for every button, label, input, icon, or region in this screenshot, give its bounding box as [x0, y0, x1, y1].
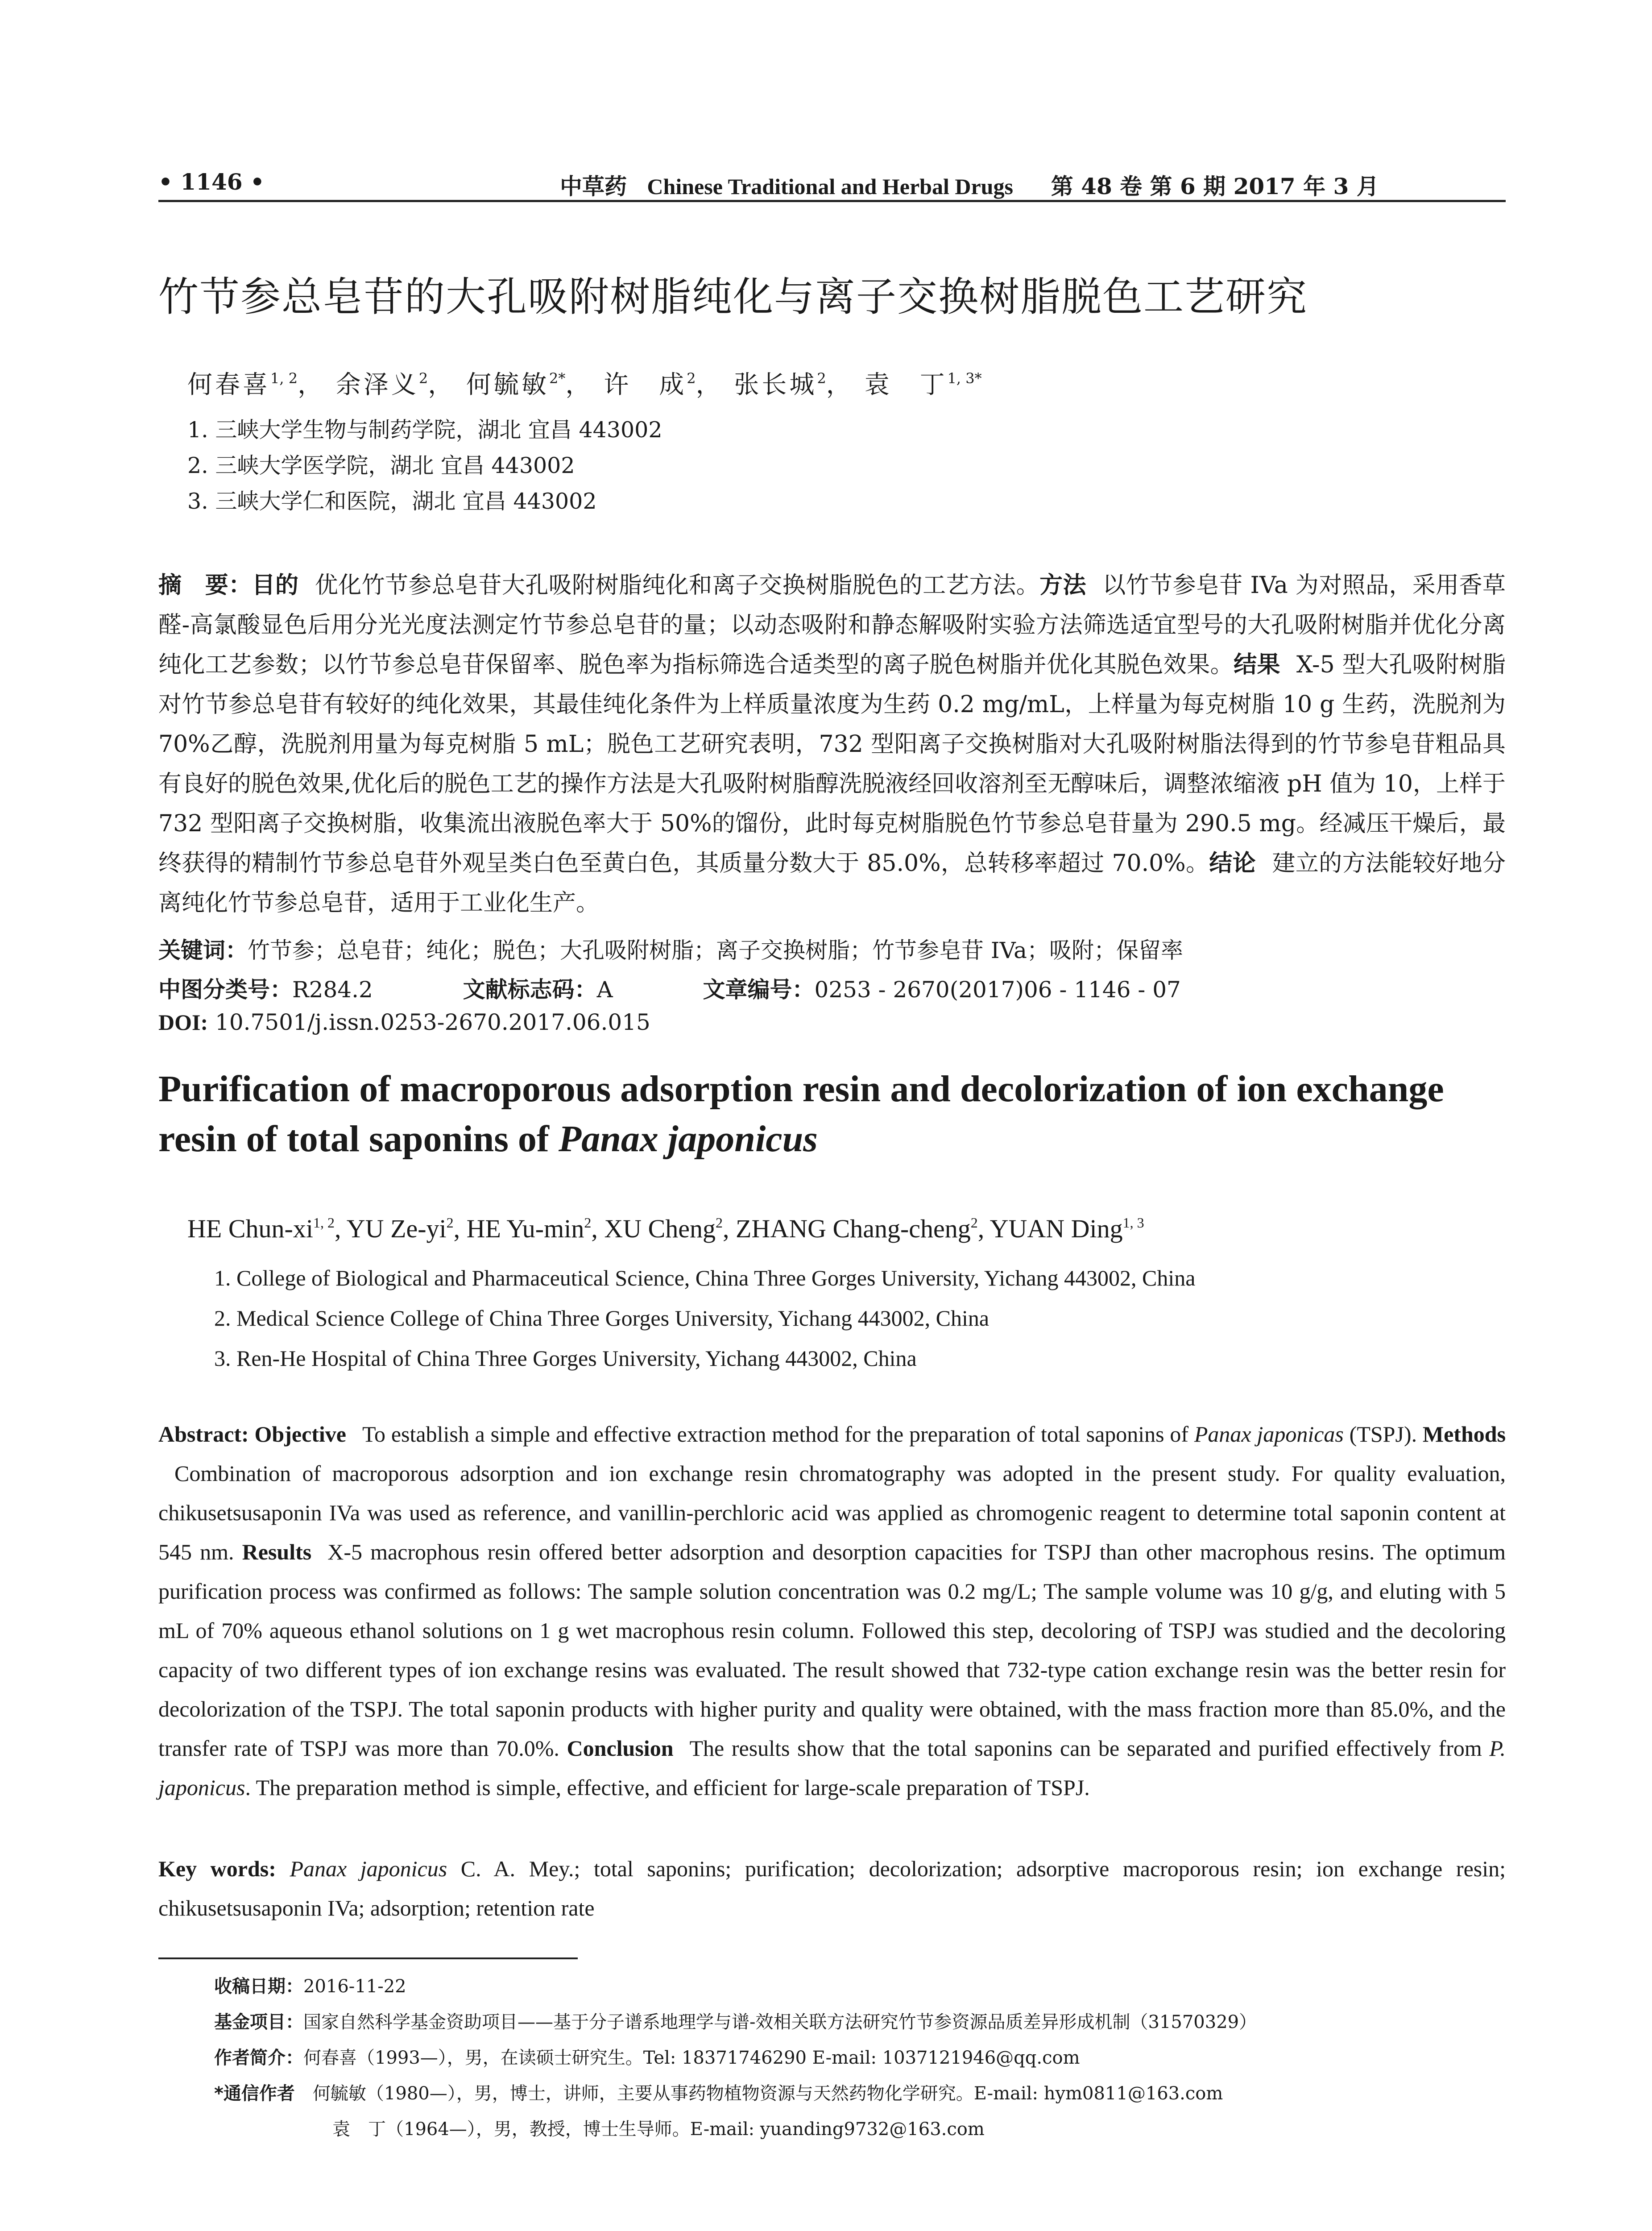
results-en: X-5 macrophous resin offered better adsorption and desorption capacities for TSPJ than other macrophous resins. The optimum purification process was confirmed as follows: The sample solution concentration was 0.2 mg/L; The sample volume was 10 g/g, and eluting with 5 mL of 70% aqueous ethanol solutions on 1 g wet macrophous resin column. Followed this step, decoloring of TSPJ was studied and the decoloring capacity of two different types of ion exchange resins was evaluated. The result showed that 732-type cation exchange resin was the better resin for decolorization of the TSPJ. The total saponin products with higher purity and quality were obtained, with the mass fraction more than 85.0%, and the transfer rate of TSPJ was more than 70.0%. [158, 1539, 1506, 1761]
journal-name-cn: 中草药 [560, 173, 627, 199]
keywords-en [158, 1849, 1506, 1928]
doc-code-value: A [596, 977, 613, 1003]
footnote-fund: 基金项目：国家自然科学基金资助项目——基于分子谱系地理学与谱-效相关联方法研究竹节参资源品质差异形成机制（31570329） [214, 2012, 1257, 2032]
author-en: XU Cheng$^2$ [604, 1214, 723, 1243]
keywords-cn [158, 933, 1183, 965]
keywords-en-label: Key words: [158, 1856, 276, 1881]
conclusion-cn: 建立的方法能较好地分离纯化竹节参总皂苷，适用于工业化生产。 [158, 850, 1506, 916]
authors-en: HE Chun-xi$^{1, 2}$, YU $Ze-yi^2$, HE $Yu-\min^2$, XU Cheng$^2$, ZHANG Chang-cheng$^2$, YUAN Ding$^{1, 3}$ [187, 1214, 1144, 1243]
doi-label: DOI: [158, 1010, 208, 1035]
keywords-cn-label: 关键词： [158, 937, 248, 963]
title-en-main: Purification of macroporous adsorption resin and decolorization of ion exchange resin of total saponins of [158, 1068, 1444, 1160]
doi-line [158, 1009, 650, 1035]
article-number-value: 0253 - 2670(2017)06 - 1146 - 07 [814, 977, 1181, 1003]
abstract-cn-label: 摘 要： [158, 572, 252, 599]
results-cn-label: 结果 [1234, 651, 1280, 678]
clc-value: R284.2 [292, 977, 373, 1003]
title-en [158, 1064, 1506, 1164]
methods-en-label: Methods [1422, 1422, 1506, 1447]
affiliation-en: 1. College of Biological and Pharmaceutical Science, China Three Gorges University, Yichang 443002, China [214, 1265, 1196, 1290]
keywords-en-text: C. A. Mey.; total saponins; purification; decolorization; adsorptive macroporous resin; ion exchange resin; chikusetsusaponin IVa; adsorption; retention rate [158, 1856, 1506, 1920]
author-en: YU $Ze-yi^2$ [346, 1214, 454, 1243]
methods-cn: 以竹节参皂苷 IVa 为对照品，采用香草醛-高氯酸显色后用分光光度法测定竹节参总皂苷的量；以动态吸附和静态解吸附实验方法筛选适宜型号的大孔吸附树脂并优化分离纯化工艺参数；以竹节参总皂苷保留率、脱色率为指标筛选合适类型的离子脱色树脂并优化其脱色效果。 [158, 572, 1506, 678]
running-header [158, 169, 1506, 200]
journal-name [560, 169, 1379, 201]
author-cn: 何毓敏$^{2*}$ [466, 370, 566, 399]
affiliation-cn: 1. 三峡大学生物与制药学院，湖北 宜昌 443002 [187, 417, 662, 443]
results-cn: X-5 型大孔吸附树脂对竹节参总皂苷有较好的纯化效果，其最佳纯化条件为上样质量浓度为生药 0.2 mg/mL，上样量为每克树脂 10 g 生药，洗脱剂为 70%乙醇，洗脱剂用量为每克树脂 5 mL；脱色工艺研究表明，732 型阳离子交换树脂对大孔吸附树脂法得到的竹节参皂苷粗品具有良好的脱色效果,优化后的脱色工艺的操作方法是大孔吸附树脂醇洗脱液经回收溶剂至无醇味后，调整浓缩液 pH 值为 10，上样于 732 型阳离子交换树脂，收集流出液脱色率大于 50%的馏份，此时每克树脂脱色竹节参总皂苷量为 290.5 mg。经减压干燥后，最终获得的精制竹节参总皂苷外观呈类白色至黄白色，其质量分数大于 85.0%，总转移率超过 70.0%。 [158, 651, 1506, 877]
conclusion-en-label: Conclusion [567, 1736, 674, 1761]
author-en: HE $Yu-\min^2$ [466, 1214, 592, 1243]
doi-value: 10.7501/j.issn.0253-2670.2017.06.015 [215, 1009, 650, 1035]
title-cn: 竹节参总皂苷的大孔吸附树脂纯化与离子交换树脂脱色工艺研究 [158, 274, 1308, 320]
objective-en: To establish a simple and effective extraction method for the preparation of total saponins of Panax japonicas (TSPJ). [362, 1422, 1417, 1447]
keywords-en-italic: Panax japonicus [290, 1856, 447, 1881]
footnote-rule [158, 1957, 578, 1959]
keywords-cn-text: 竹节参；总皂苷；纯化；脱色；大孔吸附树脂；离子交换树脂；竹节参皂苷 IVa；吸附；保留率 [248, 937, 1183, 963]
objective-en-label: Objective [254, 1422, 346, 1447]
affiliation-cn: 2. 三峡大学医学院，湖北 宜昌 443002 [187, 453, 575, 478]
affiliation-en: 3. Ren-He Hospital of China Three Gorges University, Yichang 443002, China [214, 1346, 917, 1371]
conclusion-cn-label: 结论 [1209, 850, 1256, 877]
journal-issue: 第 48 卷 第 6 期 2017 年 3 月 [1051, 173, 1379, 199]
author-cn: 许 成$^2$ [604, 370, 696, 399]
author-cn: 余泽义$^2$ [335, 370, 428, 399]
author-en: HE Chun-xi$^{1, 2}$ [187, 1214, 335, 1243]
classification-line [158, 972, 1181, 1004]
abstract-en-label: Abstract: [158, 1422, 249, 1447]
objective-cn: 优化竹节参总皂苷大孔吸附树脂纯化和离子交换树脂脱色的工艺方法。 [315, 572, 1040, 599]
author-cn: 何春喜$^{1, 2}$ [187, 370, 298, 399]
author-cn: 张长城$^2$ [734, 370, 826, 399]
affiliation-cn: 3. 三峡大学仁和医院，湖北 宜昌 443002 [187, 489, 597, 514]
author-en: YUAN Ding$^{1, 3}$ [990, 1214, 1144, 1243]
objective-cn-label: 目的 [252, 572, 299, 599]
page-number: • 1146 • [158, 169, 265, 195]
author-cn: 袁 丁$^{1, 3*}$ [864, 370, 982, 399]
doc-code-label: 文献标志码： [463, 977, 597, 1003]
title-en-italic: Panax japonicus [558, 1118, 818, 1160]
footnote-corresponding: *通信作者 何毓敏（1980—），男，博士，讲师，主要从事药物植物资源与天然药物化学研究。E-mail: hym0811@163.com [214, 2083, 1223, 2104]
results-en-label: Results [242, 1539, 312, 1564]
methods-cn-label: 方法 [1039, 572, 1086, 599]
author-en: ZHANG Chang-cheng$^2$ [736, 1214, 978, 1243]
footnote-corresponding-2: 袁 丁（1964—），男，教授，博士生导师。E-mail: yuanding9732@163.com [332, 2119, 985, 2140]
clc-label: 中图分类号： [158, 977, 292, 1003]
journal-name-en: Chinese Traditional and Herbal Drugs [647, 174, 1013, 199]
conclusion-en: The results show that the total saponins can be separated and purified effectively from P. japonicus. The preparation method is simple, effective, and efficient for large-scale preparation of TSPJ. [158, 1736, 1506, 1800]
affiliation-en: 2. Medical Science College of China Three Gorges University, Yichang 443002, China [214, 1306, 990, 1331]
authors-cn: 何春喜$^{1, 2}$， 余泽义$^2$， 何毓敏$^{2*}$， 许 成$^2$， 张长城$^2$， 袁 丁$^{1, 3*}$ [187, 370, 982, 399]
footnote-received: 收稿日期：2016-11-22 [214, 1976, 406, 1997]
footnote-author: 作者简介：何春喜（1993—），男，在读硕士研究生。Tel: 18371746290 E-mail: 1037121946@qq.com [214, 2048, 1080, 2068]
article-number-label: 文章编号： [703, 977, 815, 1003]
methods-en: Combination of macroporous adsorption and ion exchange resin chromatography was adopted in the present study. For quality evaluation, chikusetsusaponin IVa was used as reference, and vanillin-perchloric acid was applied as chromogenic reagent to determine total saponin content at 545 nm. [158, 1461, 1506, 1564]
abstract-cn [158, 566, 1506, 923]
header-rule [158, 200, 1506, 202]
abstract-en [158, 1414, 1506, 1807]
